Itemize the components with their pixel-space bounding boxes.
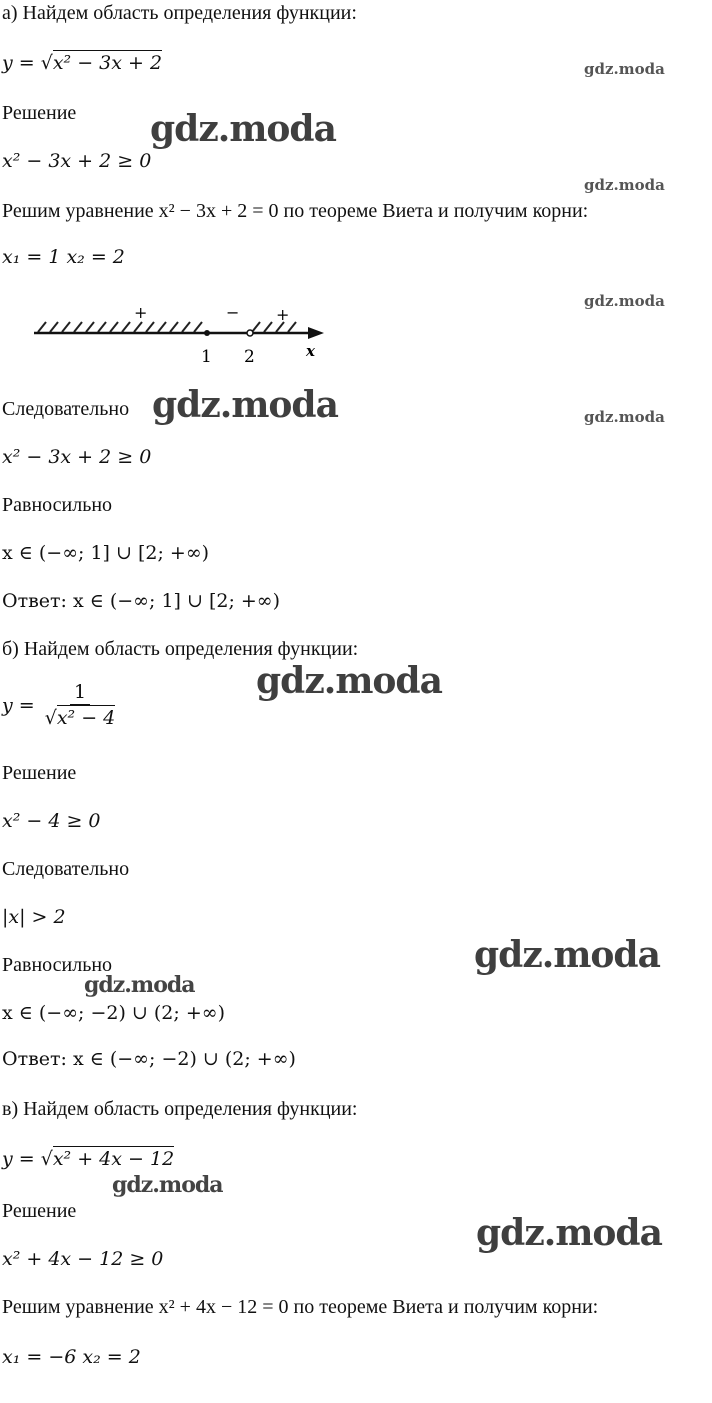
part-a-func-y: y = bbox=[2, 52, 41, 74]
part-b-answer: Ответ: x ∈ (−∞; −2) ∪ (2; +∞) bbox=[2, 1048, 296, 1070]
part-b-denominator-wrap bbox=[45, 705, 116, 731]
watermark: gdz.moda bbox=[112, 1172, 223, 1198]
axis-arrow bbox=[308, 327, 324, 339]
part-b-solution-label: Решение bbox=[2, 762, 77, 784]
part-a-heading: а) Найдем область определения функции: bbox=[2, 2, 357, 24]
part-a-roots: x₁ = 1 x₂ = 2 bbox=[2, 246, 125, 268]
part-b-func-y: y = bbox=[2, 694, 41, 717]
part-b-numerator: 1 bbox=[70, 680, 90, 705]
part-b-function bbox=[2, 680, 115, 731]
part-a-function bbox=[2, 50, 162, 76]
watermark: gdz.moda bbox=[474, 934, 660, 976]
part-v-roots: x₁ = −6 x₂ = 2 bbox=[2, 1346, 141, 1368]
watermark: gdz.moda bbox=[256, 660, 442, 702]
sqrt-sign: √ bbox=[44, 707, 57, 729]
part-v-solution-label: Решение bbox=[2, 1200, 77, 1222]
watermark: gdz.moda bbox=[584, 292, 665, 310]
watermark: gdz.moda bbox=[84, 972, 195, 998]
point-1 bbox=[204, 330, 210, 336]
watermark: gdz.moda bbox=[584, 408, 665, 426]
part-v-func-y: y = bbox=[2, 1148, 41, 1170]
sqrt-sign: √ bbox=[40, 52, 53, 74]
part-b-fraction bbox=[45, 680, 116, 731]
part-v-vieta-text: Решим уравнение x² + 4x − 12 = 0 по теореме Виета и получим корни: bbox=[2, 1296, 599, 1318]
part-v-function bbox=[2, 1146, 174, 1172]
watermark: gdz.moda bbox=[152, 384, 338, 426]
part-a-vieta-text: Решим уравнение x² − 3x + 2 = 0 по теореме Виета и получим корни: bbox=[2, 200, 589, 222]
axis-label: x bbox=[306, 342, 315, 360]
part-a-interval: x ∈ (−∞; 1] ∪ [2; +∞) bbox=[2, 542, 210, 564]
watermark: gdz.moda bbox=[150, 108, 336, 150]
part-a-solution-label: Решение bbox=[2, 102, 77, 124]
watermark: gdz.moda bbox=[476, 1212, 662, 1254]
part-b-heading: б) Найдем область определения функции: bbox=[2, 638, 359, 660]
tick-2: 2 bbox=[244, 347, 255, 367]
part-a-equivalent: Равносильно bbox=[2, 494, 113, 516]
number-line-diagram bbox=[30, 300, 340, 370]
part-a-answer: Ответ: x ∈ (−∞; 1] ∪ [2; +∞) bbox=[2, 590, 281, 612]
part-b-consequently: Следовательно bbox=[2, 858, 130, 880]
part-a-radicand: x² − 3x + 2 bbox=[52, 52, 163, 74]
part-b-interval: x ∈ (−∞; −2) ∪ (2; +∞) bbox=[2, 1002, 225, 1024]
part-v-radicand: x² + 4x − 12 bbox=[52, 1148, 175, 1170]
sign-middle: − bbox=[226, 303, 240, 322]
sign-left: + bbox=[134, 303, 148, 322]
tick-1: 1 bbox=[201, 347, 212, 367]
part-b-denominator: x² − 4 bbox=[56, 707, 116, 729]
part-a-consequently: Следовательно bbox=[2, 398, 130, 420]
part-b-inequality: x² − 4 ≥ 0 bbox=[2, 810, 101, 832]
point-2 bbox=[247, 330, 253, 336]
part-a-inequality: x² − 3x + 2 ≥ 0 bbox=[2, 150, 152, 172]
part-a-inequality-repeat: x² − 3x + 2 ≥ 0 bbox=[2, 446, 152, 468]
watermark: gdz.moda bbox=[584, 60, 665, 78]
part-v-inequality: x² + 4x − 12 ≥ 0 bbox=[2, 1248, 164, 1270]
sqrt-sign: √ bbox=[40, 1148, 53, 1170]
part-v-heading: в) Найдем область определения функции: bbox=[2, 1098, 358, 1120]
watermark: gdz.moda bbox=[584, 176, 665, 194]
part-b-equivalent: Равносильно bbox=[2, 954, 113, 976]
sign-right: + bbox=[276, 305, 290, 324]
hatching-left bbox=[38, 322, 202, 332]
part-b-abs-inequality: |x| > 2 bbox=[2, 906, 66, 928]
